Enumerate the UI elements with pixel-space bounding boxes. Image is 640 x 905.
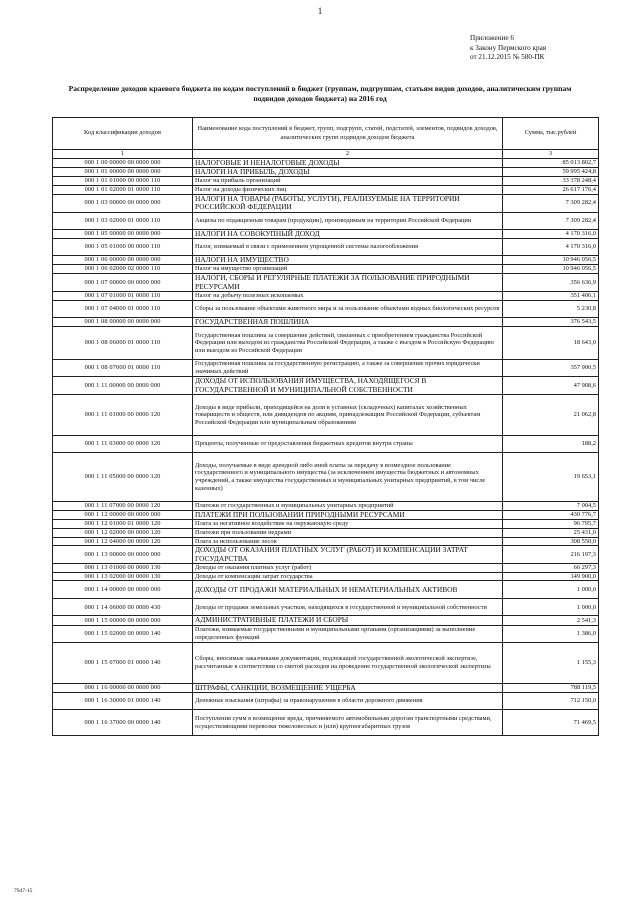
row-code: 000 1 13 00000 00 0000 000 <box>53 546 193 564</box>
row-code: 000 1 03 02000 01 0000 110 <box>53 212 193 229</box>
table-row <box>53 317 599 326</box>
row-sum: 351 406,1 <box>503 292 599 301</box>
row-name: Доходы от компенсации затрат государства <box>193 572 503 581</box>
row-name: Платежи при пользовании недрами <box>193 529 503 538</box>
row-sum: 357 900,5 <box>503 360 599 377</box>
column-index: 2 <box>193 150 503 159</box>
row-name: Сборы, вносимые заказчиками документации, подлежащей государственной экологической экспертизе, рассчитанные в соответствии со сметой расходов на проведение государственной экологической экспертизы <box>193 642 503 683</box>
row-name: Налог на прибыль организаций <box>193 177 503 186</box>
row-code: 000 1 12 01000 01 0000 120 <box>53 520 193 529</box>
row-code: 000 1 11 05000 00 0000 120 <box>53 453 193 502</box>
row-code: 000 1 08 00000 00 0000 000 <box>53 317 193 326</box>
row-code: 000 1 15 02000 00 0000 140 <box>53 625 193 642</box>
row-name: Государственная пошлина за государственную регистрацию, а также за совершение прочих юридически значимых действий <box>193 360 503 377</box>
row-name: Плата за негативное воздействие на окружающую среду <box>193 520 503 529</box>
table-row <box>53 511 599 520</box>
table-row <box>53 710 599 736</box>
column-index-row <box>53 150 599 159</box>
row-code: 000 1 12 00000 00 0000 000 <box>53 511 193 520</box>
column-index: 1 <box>53 150 193 159</box>
row-sum: 7 309 282,4 <box>503 194 599 212</box>
row-sum: 66 297,3 <box>503 564 599 573</box>
table-row <box>53 256 599 265</box>
table-header-row <box>53 118 599 150</box>
row-code: 000 1 05 01000 00 0000 110 <box>53 239 193 256</box>
row-sum: 7 004,5 <box>503 502 599 511</box>
row-name: ДОХОДЫ ОТ ИСПОЛЬЗОВАНИЯ ИМУЩЕСТВА, НАХОДЯЩЕГОСЯ В ГОСУДАРСТВЕННОЙ И МУНИЦИПАЛЬНОЙ СОБСТВЕННОСТИ <box>193 377 503 395</box>
row-code: 000 1 05 00000 00 0000 000 <box>53 229 193 238</box>
row-sum: 71 469,5 <box>503 710 599 736</box>
row-code: 000 1 01 01000 00 0000 110 <box>53 177 193 186</box>
header-sum: Сумма, тыс.рублей <box>503 118 599 150</box>
row-code: 000 1 08 07000 01 0000 110 <box>53 360 193 377</box>
row-code: 000 1 01 00000 00 0000 000 <box>53 168 193 177</box>
row-name: Налог на добычу полезных ископаемых <box>193 292 503 301</box>
table-row <box>53 683 599 692</box>
row-name: НАЛОГОВЫЕ И НЕНАЛОГОВЫЕ ДОХОДЫ <box>193 158 503 167</box>
row-name: ПЛАТЕЖИ ПРИ ПОЛЬЗОВАНИИ ПРИРОДНЫМИ РЕСУРСАМИ <box>193 511 503 520</box>
row-name: Государственная пошлина за совершение действий, связанных с приобретением гражданства Российской Федерации или выходом из гражданства Российской Федерации, а также с въездом в Российскую Федерацию или выездом из Российской Федерации <box>193 327 503 360</box>
table-row <box>53 616 599 625</box>
table-row <box>53 572 599 581</box>
table-row <box>53 239 599 256</box>
row-sum: 308 550,0 <box>503 537 599 546</box>
table-row <box>53 300 599 317</box>
row-name: ГОСУДАРСТВЕННАЯ ПОШЛИНА <box>193 317 503 326</box>
row-code: 000 1 11 07000 00 0000 120 <box>53 502 193 511</box>
table-row <box>53 377 599 395</box>
row-sum: 26 617 176,4 <box>503 186 599 195</box>
table-row <box>53 158 599 167</box>
table-row <box>53 625 599 642</box>
table-row <box>53 599 599 616</box>
row-name: Налог на имущество организаций <box>193 265 503 274</box>
row-sum: 1 386,0 <box>503 625 599 642</box>
table-row <box>53 564 599 573</box>
row-code: 000 1 00 00000 00 0000 000 <box>53 158 193 167</box>
row-sum: 216 197,3 <box>503 546 599 564</box>
row-name: Акцизы по подакцизным товарам (продукции), производимым на территории Российской Федерации <box>193 212 503 229</box>
table-row <box>53 168 599 177</box>
revenue-table <box>52 117 599 736</box>
table-row <box>53 212 599 229</box>
approval-block <box>470 34 546 63</box>
row-code: 000 1 12 04000 00 0000 120 <box>53 537 193 546</box>
row-name: Сборы за пользование объектами животного мира и за пользование объектами водных биологических ресурсов <box>193 300 503 317</box>
row-code: 000 1 07 01000 01 0000 110 <box>53 292 193 301</box>
row-code: 000 1 07 04000 01 0000 110 <box>53 300 193 317</box>
row-name: Проценты, полученные от предоставления бюджетных кредитов внутри страны <box>193 436 503 453</box>
row-code: 000 1 06 00000 00 0000 000 <box>53 256 193 265</box>
row-sum: 19 653,1 <box>503 453 599 502</box>
row-name: Платежи, взимаемые государственными и муниципальными органами (организациями) за выполнение определенных функций <box>193 625 503 642</box>
row-name: ШТРАФЫ, САНКЦИИ, ВОЗМЕЩЕНИЕ УЩЕРБА <box>193 683 503 692</box>
row-sum: 96 795,7 <box>503 520 599 529</box>
table-row <box>53 642 599 683</box>
row-code: 000 1 08 06000 01 0000 110 <box>53 327 193 360</box>
row-sum: 4 170 316,0 <box>503 239 599 256</box>
row-name: НАЛОГИ НА ПРИБЫЛЬ, ДОХОДЫ <box>193 168 503 177</box>
table-row <box>53 177 599 186</box>
page-number: 1 <box>317 6 323 16</box>
row-sum: 376 543,5 <box>503 317 599 326</box>
row-code: 000 1 15 00000 00 0000 000 <box>53 616 193 625</box>
row-name: Доходы в виде прибыли, приходящейся на доли в уставных (складочных) капиталах хозяйственных товариществ и обществ, или дивидендов по акциям, принадлежащим Российской Федерации, субъектам Российской Федерации или муниципальным образованиям <box>193 395 503 436</box>
document-title: Распределение доходов краевого бюджета по кодам поступлений в бюджет (группам, подгруппам, статьям видов доходов, аналитическим группам подвидов доходов бюджета) на 2016 год <box>68 84 572 103</box>
row-code: 000 1 13 01000 00 0000 130 <box>53 564 193 573</box>
row-code: 000 1 14 00000 00 0000 000 <box>53 581 193 599</box>
row-name: Денежные взыскания (штрафы) за правонарушения в области дорожного движения <box>193 693 503 710</box>
row-name: ДОХОДЫ ОТ ОКАЗАНИЯ ПЛАТНЫХ УСЛУГ (РАБОТ) И КОМПЕНСАЦИИ ЗАТРАТ ГОСУДАРСТВА <box>193 546 503 564</box>
row-sum: 4 170 316,0 <box>503 229 599 238</box>
row-code: 000 1 16 37000 00 0000 140 <box>53 710 193 736</box>
row-name: ДОХОДЫ ОТ ПРОДАЖИ МАТЕРИАЛЬНЫХ И НЕМАТЕРИАЛЬНЫХ АКТИВОВ <box>193 581 503 599</box>
table-row <box>53 194 599 212</box>
row-sum: 21 062,8 <box>503 395 599 436</box>
row-name: Доходы, получаемые в виде арендной либо иной платы за передачу в возмездное пользование государственного и муниципального имущества (за исключением имущества бюджетных и автономных учреждений, а также имущества государственных и муниципальных унитарных предприятий, в том числе казенных) <box>193 453 503 502</box>
row-name: Доходы от продажи земельных участков, находящихся в государственной и муниципальной собственности <box>193 599 503 616</box>
row-name: Плата за использование лесов <box>193 537 503 546</box>
row-sum: 47 908,6 <box>503 377 599 395</box>
approval-line: Приложение 6 <box>470 34 514 42</box>
row-sum: 18 643,0 <box>503 327 599 360</box>
table-body <box>53 158 599 736</box>
row-sum: 2 541,3 <box>503 616 599 625</box>
row-sum: 1 155,3 <box>503 642 599 683</box>
row-sum: 788 119,5 <box>503 683 599 692</box>
row-code: 000 1 11 00000 00 0000 000 <box>53 377 193 395</box>
footer-code: 7947-15 <box>14 888 33 894</box>
row-name: Налог, взимаемый в связи с применением упрощенной системы налогообложения <box>193 239 503 256</box>
approval-line: к Закону Пермского края <box>470 43 547 52</box>
row-name: НАЛОГИ НА ИМУЩЕСТВО <box>193 256 503 265</box>
row-code: 000 1 15 07000 01 0000 140 <box>53 642 193 683</box>
table-row <box>53 360 599 377</box>
row-code: 000 1 01 02000 01 0000 110 <box>53 186 193 195</box>
table-row <box>53 186 599 195</box>
row-name: НАЛОГИ НА ТОВАРЫ (РАБОТЫ, УСЛУГИ), РЕАЛИЗУЕМЫЕ НА ТЕРРИТОРИИ РОССИЙСКОЙ ФЕДЕРАЦИИ <box>193 194 503 212</box>
approval-line: от 21.12.2015 № 580-ПК <box>470 53 545 61</box>
row-sum: 7 309 282,4 <box>503 212 599 229</box>
row-sum: 188,2 <box>503 436 599 453</box>
table-row <box>53 436 599 453</box>
row-sum: 10 946 056,5 <box>503 265 599 274</box>
row-sum: 59 995 424,8 <box>503 168 599 177</box>
row-sum: 1 000,0 <box>503 581 599 599</box>
table-row <box>53 274 599 292</box>
row-name: Налог на доходы физических лиц <box>193 186 503 195</box>
row-name: Доходы от оказания платных услуг (работ) <box>193 564 503 573</box>
table-row <box>53 453 599 502</box>
row-code: 000 1 07 00000 00 0000 000 <box>53 274 193 292</box>
row-sum: 356 636,9 <box>503 274 599 292</box>
row-code: 000 1 11 03000 00 0000 120 <box>53 436 193 453</box>
table-row <box>53 395 599 436</box>
row-code: 000 1 16 30000 01 0000 140 <box>53 693 193 710</box>
row-sum: 33 378 248,4 <box>503 177 599 186</box>
row-sum: 5 230,8 <box>503 300 599 317</box>
table-row <box>53 520 599 529</box>
row-code: 000 1 13 02000 00 0000 130 <box>53 572 193 581</box>
row-sum: 25 431,0 <box>503 529 599 538</box>
row-sum: 430 776,7 <box>503 511 599 520</box>
row-name: Платежи от государственных и муниципальных унитарных предприятий <box>193 502 503 511</box>
row-sum: 85 013 802,7 <box>503 158 599 167</box>
row-name: Поступления сумм в возмещение вреда, причиняемого автомобильным дорогам транспортными средствами, осуществляющими перевозки тяжеловесных и (или) крупногабаритных грузов <box>193 710 503 736</box>
row-code: 000 1 14 06000 00 0000 430 <box>53 599 193 616</box>
column-index: 3 <box>503 150 599 159</box>
table-row <box>53 529 599 538</box>
row-code: 000 1 06 02000 02 0000 110 <box>53 265 193 274</box>
table-row <box>53 292 599 301</box>
row-name: НАЛОГИ, СБОРЫ И РЕГУЛЯРНЫЕ ПЛАТЕЖИ ЗА ПОЛЬЗОВАНИЕ ПРИРОДНЫМИ РЕСУРСАМИ <box>193 274 503 292</box>
table-row <box>53 581 599 599</box>
table-row <box>53 327 599 360</box>
row-sum: 10 946 056,5 <box>503 256 599 265</box>
row-code: 000 1 03 00000 00 0000 000 <box>53 194 193 212</box>
row-name: НАЛОГИ НА СОВОКУПНЫЙ ДОХОД <box>193 229 503 238</box>
table-row <box>53 229 599 238</box>
row-code: 000 1 11 01000 00 0000 120 <box>53 395 193 436</box>
header-name: Наименование кода поступлений в бюджет, групп, подгрупп, статей, подстатей, элементов, подвидов доходов, аналитических групп подвидов доходов бюджета <box>193 118 503 150</box>
row-sum: 1 000,0 <box>503 599 599 616</box>
row-code: 000 1 12 02000 00 0000 120 <box>53 529 193 538</box>
row-sum: 149 900,0 <box>503 572 599 581</box>
header-code: Код классификации доходов <box>53 118 193 150</box>
row-code: 000 1 16 00000 00 0000 000 <box>53 683 193 692</box>
row-sum: 712 150,0 <box>503 693 599 710</box>
table-row <box>53 693 599 710</box>
table-row <box>53 546 599 564</box>
row-name: АДМИНИСТРАТИВНЫЕ ПЛАТЕЖИ И СБОРЫ <box>193 616 503 625</box>
